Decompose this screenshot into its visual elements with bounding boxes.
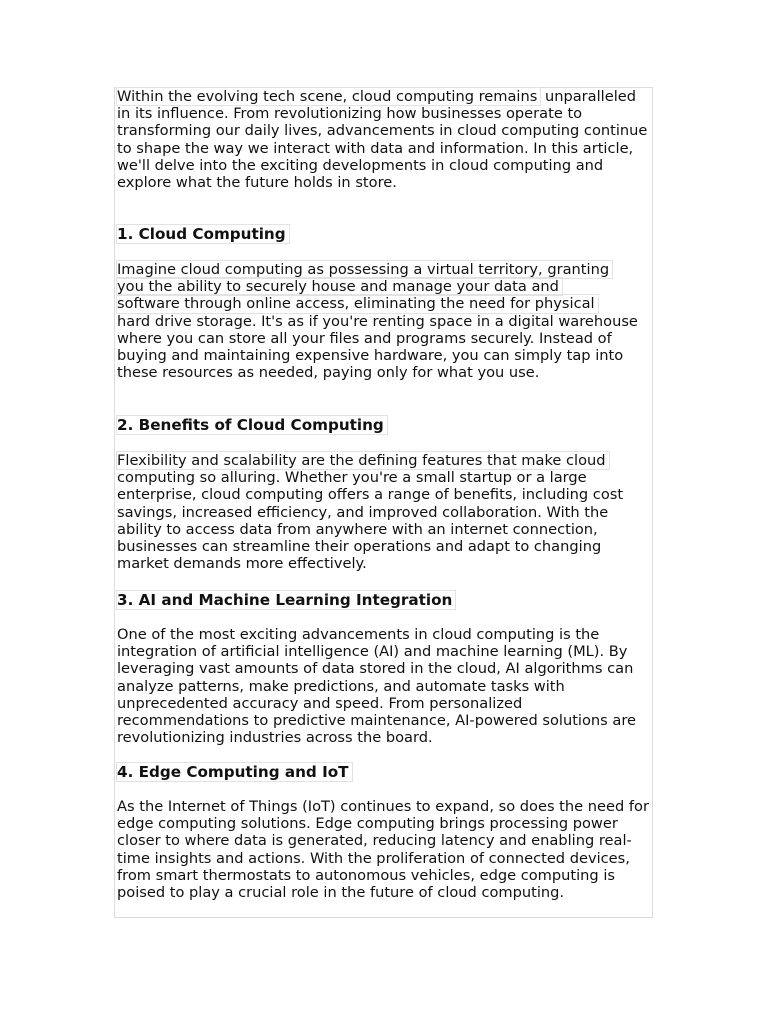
highlighted-line: Flexibility and scalability are the defining features that make cloud (117, 452, 609, 469)
highlighted-line: software through online access, eliminating the need for physical (117, 295, 598, 312)
intro-text: unparalleled in its influence. From revolutionizing how businesses operate to transforming our daily lives, advancements in cloud computing continue to shape the way we interact with data and information. In this article, we'll delve into the exciting developments in cloud computing and explore what the future holds in store. (117, 88, 648, 192)
section-paragraph-edge-iot (117, 798, 650, 901)
highlighted-line: Imagine cloud computing as possessing a virtual territory, granting (117, 261, 612, 278)
section-heading-text: 4. Edge Computing and IoT (117, 763, 352, 781)
section-heading-text: 1. Cloud Computing (117, 225, 289, 243)
section-paragraph-ai-ml (117, 626, 650, 746)
section-heading-ai-ml (117, 591, 650, 609)
section-paragraph-cloud-computing (117, 261, 650, 381)
section-heading-edge-iot (117, 763, 650, 781)
section-text: computing so alluring. Whether you're a small startup or a large enterprise, cloud computing offers a range of benefits, including cost savings, increased efficiency, and improved collaboration. With the ability to access data from anywhere with an internet connection, businesses can streamline their operations and adapt to changing market demands more effectively. (117, 469, 624, 573)
section-heading-cloud-computing (117, 225, 650, 243)
section-paragraph-benefits (117, 452, 650, 572)
article (114, 87, 653, 918)
intro-paragraph (117, 88, 650, 191)
section-heading-text: 2. Benefits of Cloud Computing (117, 416, 387, 434)
section-text: One of the most exciting advancements in cloud computing is the integration of artificial intelligence (AI) and machine learning (ML). By leveraging vast amounts of data stored in the cloud, AI algorithms can analyze patterns, make predictions, and automate tasks with unprecedented accuracy and speed. From personalized recommendations to predictive maintenance, AI-powered solutions are revolutionizing industries across the board. (117, 626, 636, 747)
section-text: hard drive storage. It's as if you're renting space in a digital warehouse where you can store all your files and programs securely. Instead of buying and maintaining expensive hardware, you can simply tap into these resources as needed, paying only for what you use. (117, 312, 638, 382)
highlighted-line: you the ability to securely house and manage your data and (117, 278, 562, 295)
section-text: As the Internet of Things (IoT) continues to expand, so does the need for edge computing solutions. Edge computing brings processing power closer to where data is generated, reducing latency and enabling real-time insights and actions. With the proliferation of connected devices, from smart thermostats to autonomous vehicles, edge computing is poised to play a crucial role in the future of cloud computing. (117, 798, 649, 902)
section-heading-benefits (117, 416, 650, 434)
intro-first-line: Within the evolving tech scene, cloud computing remains (117, 88, 540, 105)
section-heading-text: 3. AI and Machine Learning Integration (117, 591, 455, 609)
